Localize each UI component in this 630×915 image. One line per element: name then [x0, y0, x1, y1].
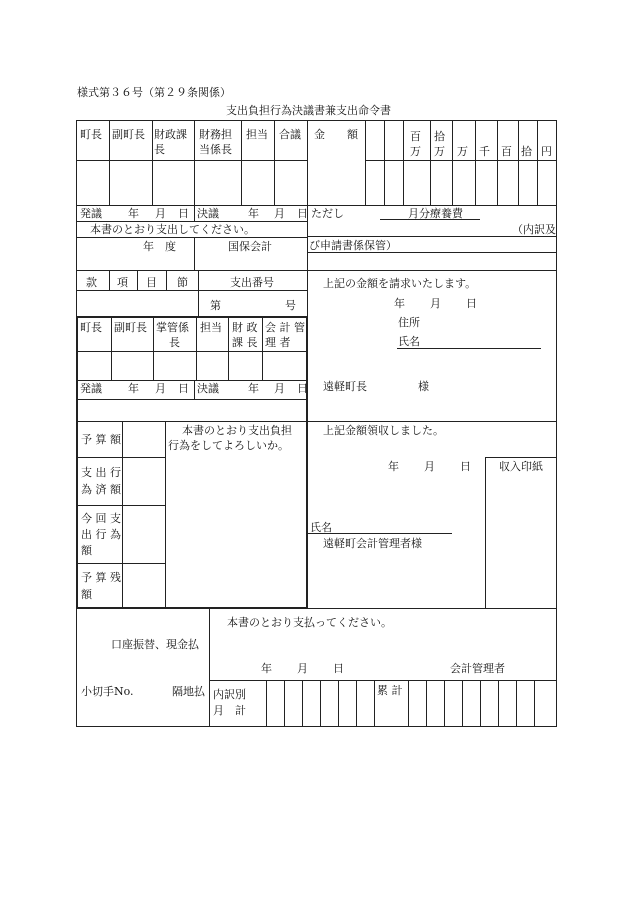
hatsugi-label: 発議	[80, 207, 102, 220]
unit-sen: 千	[479, 145, 490, 158]
approver-mayor: 町長	[80, 128, 102, 141]
tadashi-prefix: ただし	[311, 207, 344, 220]
form-title: 支出負担行為決議書兼支出命令書	[226, 104, 391, 117]
mid-approver-accounting-1: 会 計 管	[265, 321, 305, 334]
amount-label-gaku: 額	[347, 128, 358, 141]
code-kou: 項	[117, 276, 128, 289]
hatsugi-month: 月	[155, 207, 166, 220]
approver-consultation: 合議	[279, 128, 301, 141]
mid-ketsugi-year: 年	[248, 382, 259, 395]
budget-confirm-line-1: 本書のとおり支出負担	[182, 424, 292, 437]
mid-hatsugi-year: 年	[128, 382, 139, 395]
budget-spent-label-2: 為 済 額	[81, 483, 121, 496]
receipt-text: 上記金額領収しました。	[323, 424, 444, 437]
mid-ketsugi-day: 日	[297, 382, 308, 395]
budget-remaining-label-1: 予 算 残	[81, 571, 121, 584]
claim-name-label: 氏名	[398, 335, 420, 348]
mid-approver-mayor: 町長	[80, 321, 102, 334]
claim-sama: 様	[418, 380, 429, 393]
unit-yen: 円	[541, 145, 552, 158]
breakdown-label-2: 月 計	[213, 704, 246, 717]
hatsugi-day: 日	[178, 207, 189, 220]
mid-hatsugi-month: 月	[155, 382, 166, 395]
amount-label-kin: 金	[314, 128, 325, 141]
unit-man-3: 万	[457, 145, 468, 158]
receipt-name-label: 氏名	[310, 521, 332, 534]
claim-month: 月	[430, 297, 441, 310]
code-kan: 款	[86, 276, 97, 289]
unit-man-2: 万	[434, 145, 445, 158]
mid-approver-finance-2: 課 長	[232, 336, 258, 349]
receipt-month: 月	[424, 460, 435, 473]
mid-approver-accounting-2: 理 者	[265, 336, 291, 349]
payment-year: 年	[261, 662, 272, 675]
revenue-stamp-label: 収入印紙	[499, 460, 543, 473]
receipt-year: 年	[388, 460, 399, 473]
unit-hyaku-2: 百	[501, 145, 512, 158]
remote-payment-label: 隔地払	[172, 685, 205, 698]
approver-finance-section-1: 財務担	[199, 128, 232, 141]
approver-deputy-mayor: 副町長	[112, 128, 145, 141]
receipt-addressee: 遠軽町会計管理者様	[323, 537, 422, 550]
fiscal-account: 国保会計	[228, 240, 272, 253]
fiscal-year-label: 年 度	[143, 240, 176, 253]
payment-month: 月	[297, 662, 308, 675]
mid-approver-manager-1: 掌管係	[156, 321, 189, 334]
payment-number-dai: 第	[210, 299, 221, 312]
budget-current-label-2: 出 行 為	[81, 528, 121, 541]
mid-hatsugi-day: 日	[178, 382, 189, 395]
approver-finance-chief-2: 長	[154, 143, 165, 156]
mid-approver-in-charge: 担当	[200, 321, 222, 334]
accounting-manager-label: 会計管理者	[450, 662, 505, 675]
hatsugi-year: 年	[128, 207, 139, 220]
approver-in-charge: 担当	[246, 128, 268, 141]
mid-approver-manager-2: 長	[169, 336, 180, 349]
form-number: 様式第３６号（第２９条関係）	[77, 86, 231, 99]
tadashi-breakdown-close: び申請書係保管）	[309, 239, 397, 252]
ketsugi-day: 日	[297, 207, 308, 220]
payment-number-gou: 号	[285, 299, 296, 312]
mid-approver-finance-1: 財 政	[232, 321, 258, 334]
claim-text: 上記の金額を請求いたします。	[323, 277, 477, 290]
budget-spent-label-1: 支 出 行	[81, 466, 121, 479]
unit-juu-1: 拾	[434, 130, 445, 143]
budget-current-label-3: 額	[81, 544, 92, 557]
payment-number-label: 支出番号	[230, 276, 274, 289]
receipt-day: 日	[460, 460, 471, 473]
claim-year: 年	[394, 297, 405, 310]
check-number-label: 小切手No.	[81, 685, 134, 698]
claim-day: 日	[466, 297, 477, 310]
mid-hatsugi-label: 発議	[80, 382, 102, 395]
ketsugi-month: 月	[274, 207, 285, 220]
mid-approver-deputy: 副町長	[114, 321, 147, 334]
breakdown-label-1: 内訳別	[213, 688, 246, 701]
mid-ketsugi-label: 決議	[197, 382, 219, 395]
budget-confirm-line-2: 行為をしてよろしいか。	[168, 439, 289, 452]
cumulative-label: 累 計	[377, 684, 403, 697]
payment-day: 日	[333, 662, 344, 675]
code-moku: 目	[146, 276, 157, 289]
approver-finance-chief-1: 財政課	[154, 128, 187, 141]
claim-addressee: 遠軽町長	[323, 380, 367, 393]
payment-instruction: 本書のとおり支払ってください。	[227, 616, 392, 629]
ketsugi-year: 年	[248, 207, 259, 220]
mid-ketsugi-month: 月	[274, 382, 285, 395]
budget-current-label-1: 今 回 支	[81, 512, 121, 525]
code-setsu: 節	[177, 276, 188, 289]
unit-man-1: 万	[410, 145, 421, 158]
unit-hyaku-1: 百	[410, 130, 421, 143]
budget-amount-label: 予 算 額	[81, 433, 121, 446]
tadashi-item: 月分療養費	[408, 207, 463, 220]
tadashi-breakdown-open: （内訳及	[512, 223, 556, 236]
approver-finance-section-2: 当係長	[199, 143, 232, 156]
unit-juu-2: 拾	[521, 145, 532, 158]
ketsugi-label: 決議	[197, 207, 219, 220]
payment-methods: 口座振替、現金払	[111, 638, 199, 651]
pay-request-text: 本書のとおり支出してください。	[90, 223, 255, 236]
budget-remaining-label-2: 額	[81, 588, 92, 601]
claim-address-label: 住所	[398, 316, 420, 329]
